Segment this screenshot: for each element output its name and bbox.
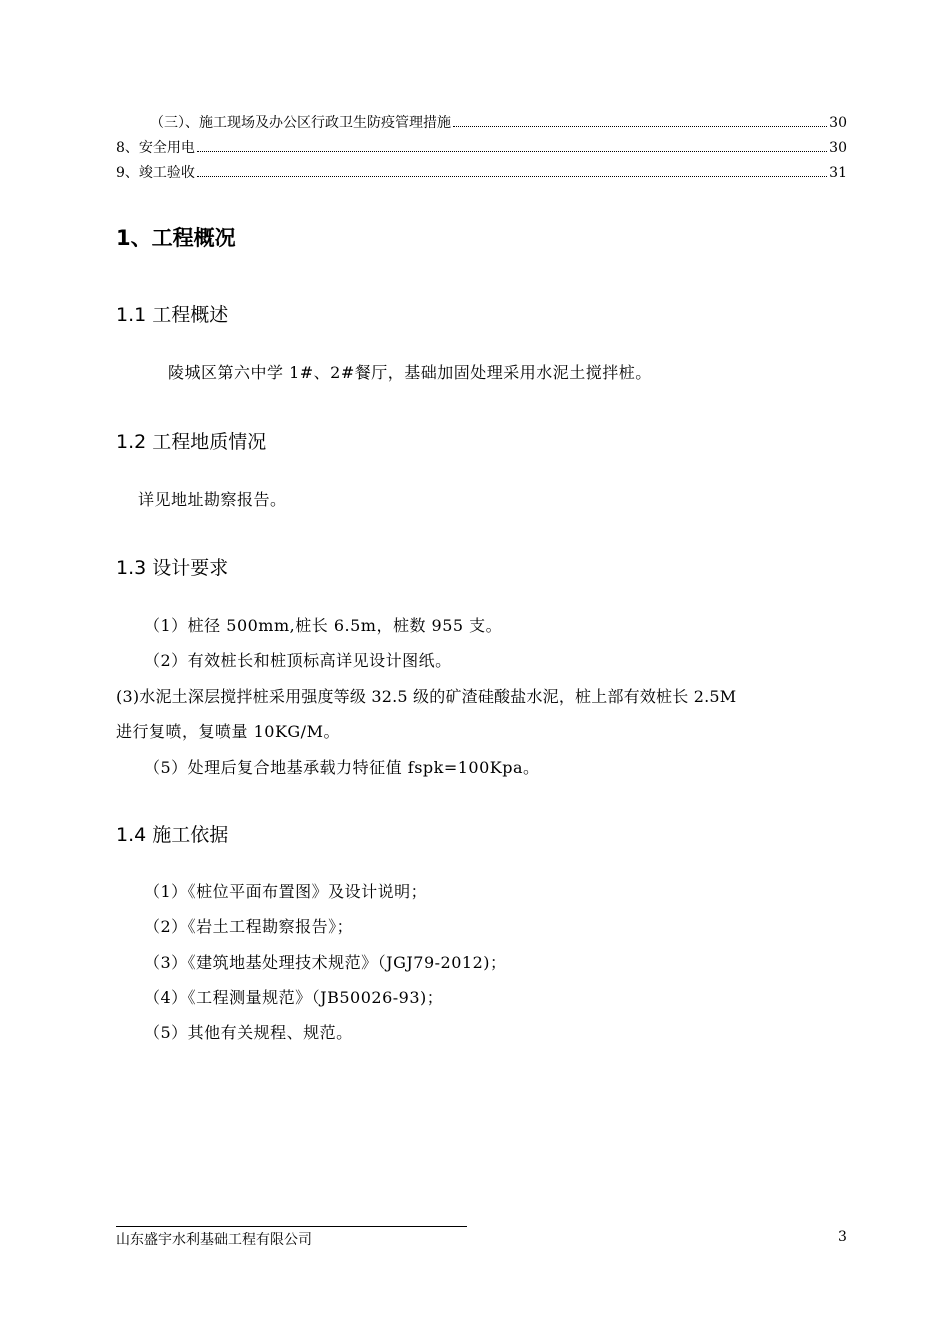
toc-entry-title: 8、安全用电 xyxy=(116,140,195,156)
toc-leader-dots xyxy=(197,175,827,177)
footer-divider xyxy=(116,1226,467,1227)
basis-item: （2）《岩土工程勘察报告》； xyxy=(144,917,354,936)
requirement-item: （5）处理后复合地基承载力特征值 fspk=100Kpa。 xyxy=(144,758,540,777)
paragraph-geology: 详见地址勘察报告。 xyxy=(138,490,287,509)
table-of-contents xyxy=(116,112,847,187)
toc-entry-page: 30 xyxy=(829,115,847,131)
toc-entry[interactable] xyxy=(116,112,847,137)
subsection-heading-1-2: 1.2 工程地质情况 xyxy=(116,431,267,453)
toc-entry-page: 30 xyxy=(829,140,847,156)
basis-item: （5）其他有关规程、规范。 xyxy=(144,1023,353,1042)
requirement-item: (3)水泥土深层搅拌桩采用强度等级 32.5 级的矿渣硅酸盐水泥，桩上部有效桩长 2.5M xyxy=(116,687,737,706)
section-title: 1、工程概况 xyxy=(116,226,236,250)
requirement-item: （1）桩径 500mm,桩长 6.5m，桩数 955 支。 xyxy=(144,616,503,635)
basis-item: （4）《工程测量规范》（JB50026-93)； xyxy=(144,988,444,1007)
footer-company: 山东盛宇水利基础工程有限公司 xyxy=(116,1232,312,1248)
requirement-item-continued: 进行复喷，复喷量 10KG/M。 xyxy=(116,722,340,741)
toc-leader-dots xyxy=(197,150,827,152)
page-number: 3 xyxy=(838,1229,847,1245)
subsection-heading-1-4: 1.4 施工依据 xyxy=(116,824,229,846)
requirement-item: （2）有效桩长和桩顶标高详见设计图纸。 xyxy=(144,651,452,670)
basis-item: （3）《建筑地基处理技术规范》（JGJ79-2012)； xyxy=(144,953,507,972)
toc-entry-title: （三）、施工现场及办公区行政卫生防疫管理措施 xyxy=(150,115,451,131)
subsection-heading-1-3: 1.3 设计要求 xyxy=(116,557,229,579)
paragraph-overview: 陵城区第六中学 1#、2#餐厅，基础加固处理采用水泥土搅拌桩。 xyxy=(168,363,652,382)
toc-entry-title: 9、竣工验收 xyxy=(116,165,195,181)
toc-entry-page: 31 xyxy=(829,165,847,181)
toc-entry[interactable] xyxy=(116,137,847,162)
basis-item: （1）《桩位平面布置图》及设计说明； xyxy=(144,882,428,901)
toc-leader-dots xyxy=(453,125,827,127)
toc-entry[interactable] xyxy=(116,162,847,187)
subsection-heading-1-1: 1.1 工程概述 xyxy=(116,304,229,326)
